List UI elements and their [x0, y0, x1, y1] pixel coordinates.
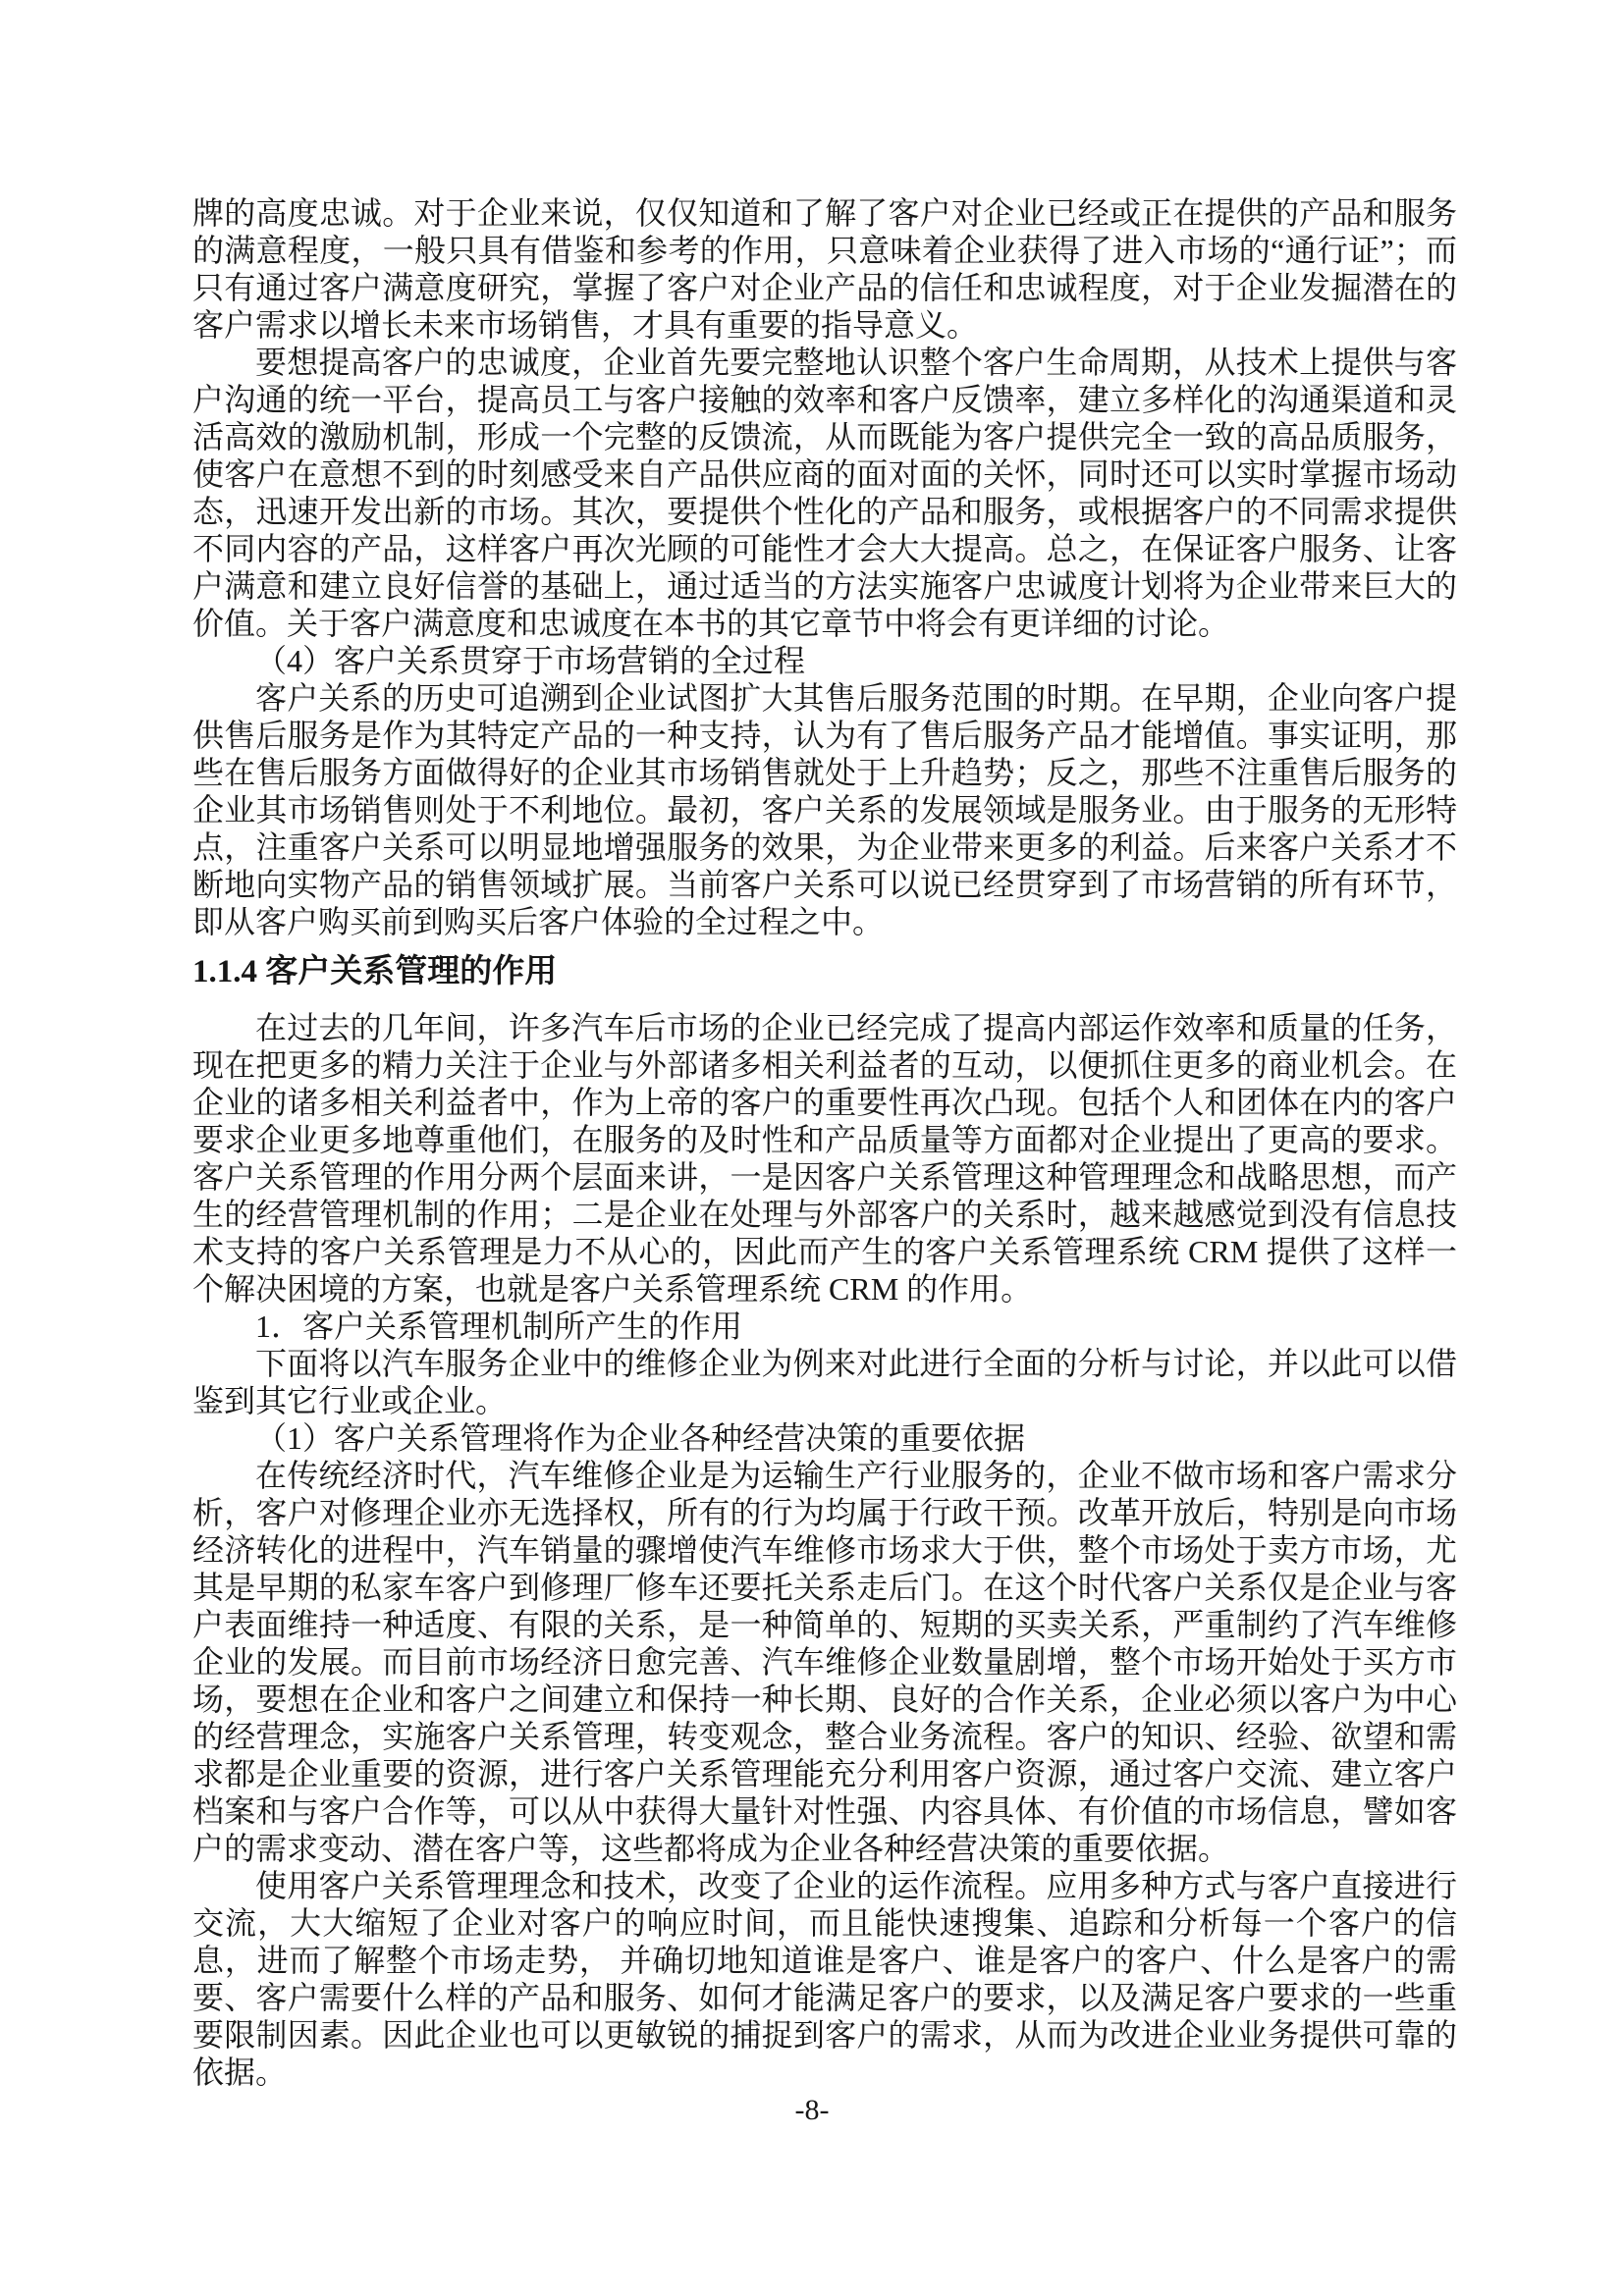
paragraph: （4）客户关系贯穿于市场营销的全过程	[255, 643, 806, 678]
paragraph: 1．客户关系管理机制所产生的作用	[255, 1308, 743, 1344]
paragraph: 使用客户关系管理理念和技术，改变了企业的运作流程。应用多种方式与客户直接进行交流，大大缩短了企业对客户的响应时间，而且能快速搜集、追踪和分析每一个客户的信息，进而了解整个市场走势， 并确切地知道谁是客户、谁是客户的客户、什么是客户的需要、客户需要什么样的产品和服务、如何才能满足客户的要求，以及满足客户要求的一些重要限制因素。因此企业也可以更敏锐的捕捉到客户的需求，从而为改进企业业务提供可靠的依据。	[192, 1868, 1457, 2090]
paragraph: 牌的高度忠诚。对于企业来说，仅仅知道和了解了客户对企业已经或正在提供的产品和服务的满意程度，一般只具有借鉴和参考的作用，只意味着企业获得了进入市场的“通行证”；而只有通过客户满意度研究，掌握了客户对企业产品的信任和忠诚程度，对于企业发掘潜在的客户需求以增长未来市场销售，才具有重要的指导意义。	[192, 195, 1457, 343]
document-body	[192, 194, 1457, 2091]
page-number: -8-	[794, 2094, 830, 2126]
paragraph: 在过去的几年间，许多汽车后市场的企业已经完成了提高内部运作效率和质量的任务，现在把更多的精力关注于企业与外部诸多相关利益者的互动，以便抓住更多的商业机会。在企业的诸多相关利益者中，作为上帝的客户的重要性再次凸现。包括个人和团体在内的客户要求企业更多地尊重他们，在服务的及时性和产品质量等方面都对企业提出了更高的要求。客户关系管理的作用分两个层面来讲，一是因客户关系管理这种管理理念和战略思想，而产生的经营管理机制的作用；二是企业在处理与外部客户的关系时，越来越感觉到没有信息技术支持的客户关系管理是力不从心的，因此而产生的客户关系管理系统 CRM 提供了这样一个解决困境的方案，也就是客户关系管理系统 CRM 的作用。	[192, 1010, 1457, 1307]
paragraph: （1）客户关系管理将作为企业各种经营决策的重要依据	[255, 1420, 1026, 1456]
paragraph: 要想提高客户的忠诚度，企业首先要完整地认识整个客户生命周期，从技术上提供与客户沟通的统一平台，提高员工与客户接触的效率和客户反馈率，建立多样化的沟通渠道和灵活高效的激励机制，形成一个完整的反馈流，从而既能为客户提供完全一致的高品质服务，使客户在意想不到的时刻感受来自产品供应商的面对面的关怀，同时还可以实时掌握市场动态，迅速开发出新的市场。其次，要提供个性化的产品和服务，或根据客户的不同需求提供不同内容的产品，这样客户再次光顾的可能性才会大大提高。总之，在保证客户服务、让客户满意和建立良好信誉的基础上，通过适当的方法实施客户忠诚度计划将为企业带来巨大的价值。关于客户满意度和忠诚度在本书的其它章节中将会有更详细的讨论。	[192, 345, 1457, 641]
section-heading: 1.1.4 客户关系管理的作用	[192, 954, 558, 989]
paragraph: 下面将以汽车服务企业中的维修企业为例来对此进行全面的分析与讨论，并以此可以借鉴到其它行业或企业。	[192, 1346, 1457, 1418]
paragraph: 客户关系的历史可追溯到企业试图扩大其售后服务范围的时期。在早期，企业向客户提供售后服务是作为其特定产品的一种支持，认为有了售后服务产品才能增值。事实证明，那些在售后服务方面做得好的企业其市场销售就处于上升趋势；反之，那些不注重售后服务的企业其市场销售则处于不利地位。最初，客户关系的发展领域是服务业。由于服务的无形特点，注重客户关系可以明显地增强服务的效果，为企业带来更多的利益。后来客户关系才不断地向实物产品的销售领域扩展。当前客户关系可以说已经贯穿到了市场营销的所有环节，即从客户购买前到购买后客户体验的全过程之中。	[192, 680, 1457, 939]
paragraph: 在传统经济时代，汽车维修企业是为运输生产行业服务的，企业不做市场和客户需求分析，客户对修理企业亦无选择权，所有的行为均属于行政干预。改革开放后，特别是向市场经济转化的进程中，汽车销量的骤增使汽车维修市场求大于供，整个市场处于卖方市场，尤其是早期的私家车客户到修理厂修车还要托关系走后门。在这个时代客户关系仅是企业与客户表面维持一种适度、有限的关系，是一种简单的、短期的买卖关系，严重制约了汽车维修企业的发展。而目前市场经济日愈完善、汽车维修企业数量剧增，整个市场开始处于买方市场，要想在企业和客户之间建立和保持一种长期、良好的合作关系，企业必须以客户为中心的经营理念，实施客户关系管理，转变观念，整合业务流程。客户的知识、经验、欲望和需求都是企业重要的资源，进行客户关系管理能充分利用客户资源，通过客户交流、建立客户档案和与客户合作等，可以从中获得大量针对性强、内容具体、有价值的市场信息，譬如客户的需求变动、潜在客户等，这些都将成为企业各种经营决策的重要依据。	[192, 1458, 1457, 1866]
